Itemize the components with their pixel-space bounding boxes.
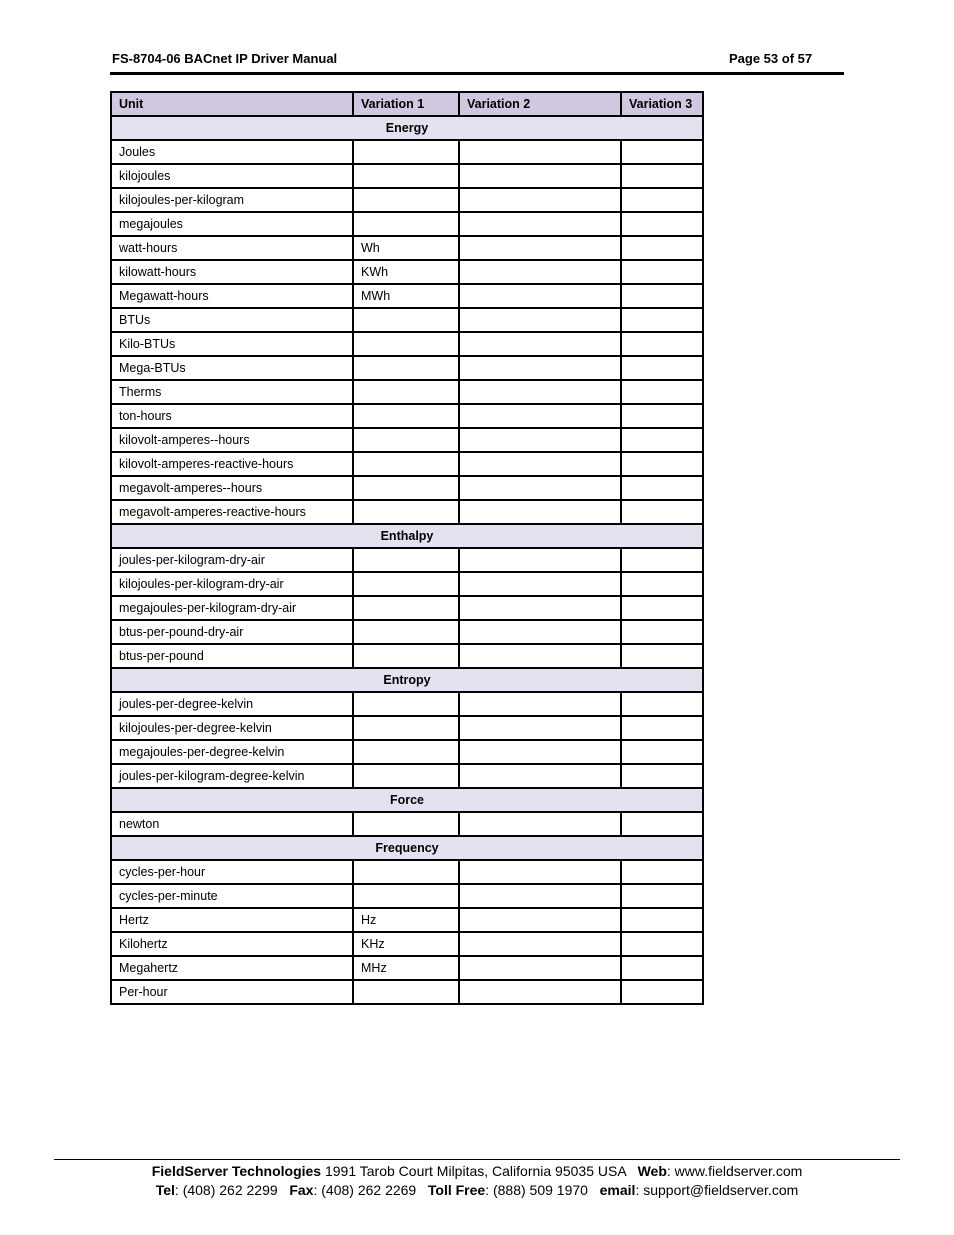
- section-heading: Energy: [111, 116, 703, 140]
- footer-tollfree-value: : (888) 509 1970: [485, 1182, 600, 1198]
- cell-unit: kilojoules-per-kilogram: [111, 188, 353, 212]
- cell-variation-1: [353, 428, 459, 452]
- table-row: [111, 812, 703, 836]
- cell-variation-2: [459, 236, 621, 260]
- footer-web-value: : www.fieldserver.com: [666, 1163, 803, 1179]
- cell-variation-3: [621, 764, 703, 788]
- table-row: [111, 380, 703, 404]
- table-row: [111, 860, 703, 884]
- table-body: [111, 116, 703, 1004]
- footer-company: FieldServer Technologies: [151, 1163, 322, 1179]
- cell-variation-1: [353, 620, 459, 644]
- column-header-unit: Unit: [111, 92, 353, 116]
- cell-variation-1: [353, 212, 459, 236]
- cell-variation-2: [459, 164, 621, 188]
- cell-unit: megajoules: [111, 212, 353, 236]
- cell-unit: kilojoules: [111, 164, 353, 188]
- cell-variation-2: [459, 716, 621, 740]
- cell-variation-3: [621, 812, 703, 836]
- cell-variation-2: [459, 644, 621, 668]
- table-row: [111, 500, 703, 524]
- cell-variation-3: [621, 548, 703, 572]
- cell-variation-2: [459, 956, 621, 980]
- cell-variation-3: [621, 596, 703, 620]
- cell-unit: kilovolt-amperes-reactive-hours: [111, 452, 353, 476]
- cell-variation-2: [459, 140, 621, 164]
- cell-variation-1: [353, 164, 459, 188]
- cell-variation-2: [459, 284, 621, 308]
- cell-variation-3: [621, 620, 703, 644]
- cell-unit: joules-per-kilogram-degree-kelvin: [111, 764, 353, 788]
- cell-variation-3: [621, 332, 703, 356]
- cell-variation-3: [621, 356, 703, 380]
- footer-fax-label: Fax: [289, 1182, 314, 1198]
- cell-unit: kilojoules-per-kilogram-dry-air: [111, 572, 353, 596]
- cell-variation-1: MHz: [353, 956, 459, 980]
- page-number: Page 53 of 57: [729, 51, 813, 66]
- table-row: [111, 620, 703, 644]
- cell-variation-2: [459, 428, 621, 452]
- cell-unit: Kilohertz: [111, 932, 353, 956]
- cell-unit: joules-per-degree-kelvin: [111, 692, 353, 716]
- cell-variation-1: [353, 644, 459, 668]
- cell-variation-1: [353, 140, 459, 164]
- table-row: [111, 740, 703, 764]
- cell-variation-3: [621, 692, 703, 716]
- cell-variation-3: [621, 932, 703, 956]
- cell-variation-2: [459, 812, 621, 836]
- cell-variation-3: [621, 212, 703, 236]
- table-row: [111, 980, 703, 1004]
- cell-variation-1: [353, 572, 459, 596]
- table-row: [111, 140, 703, 164]
- cell-variation-1: [353, 332, 459, 356]
- cell-variation-3: [621, 476, 703, 500]
- table-row: [111, 764, 703, 788]
- cell-unit: megavolt-amperes-reactive-hours: [111, 500, 353, 524]
- cell-variation-1: [353, 764, 459, 788]
- table-row: [111, 404, 703, 428]
- cell-variation-3: [621, 188, 703, 212]
- table-row: [111, 308, 703, 332]
- table-row: [111, 236, 703, 260]
- column-header-variation-2: Variation 2: [459, 92, 621, 116]
- cell-variation-1: KHz: [353, 932, 459, 956]
- cell-variation-1: [353, 812, 459, 836]
- cell-unit: Megawatt-hours: [111, 284, 353, 308]
- cell-variation-2: [459, 404, 621, 428]
- cell-unit: watt-hours: [111, 236, 353, 260]
- cell-variation-2: [459, 476, 621, 500]
- cell-variation-2: [459, 692, 621, 716]
- cell-variation-1: Hz: [353, 908, 459, 932]
- cell-variation-1: [353, 716, 459, 740]
- cell-variation-2: [459, 356, 621, 380]
- cell-variation-1: [353, 452, 459, 476]
- footer-web-label: Web: [637, 1163, 667, 1179]
- cell-variation-2: [459, 572, 621, 596]
- cell-variation-2: [459, 308, 621, 332]
- cell-unit: Hertz: [111, 908, 353, 932]
- cell-unit: ton-hours: [111, 404, 353, 428]
- table-row: [111, 212, 703, 236]
- cell-unit: megavolt-amperes--hours: [111, 476, 353, 500]
- cell-variation-2: [459, 884, 621, 908]
- column-header-variation-1: Variation 1: [353, 92, 459, 116]
- cell-variation-1: [353, 380, 459, 404]
- footer-address: 1991 Tarob Court Milpitas, California 95035 USA: [321, 1163, 638, 1179]
- table-row: [111, 956, 703, 980]
- footer-tollfree-label: Toll Free: [427, 1182, 486, 1198]
- cell-variation-1: [353, 740, 459, 764]
- cell-unit: btus-per-pound-dry-air: [111, 620, 353, 644]
- cell-variation-2: [459, 740, 621, 764]
- cell-unit: cycles-per-minute: [111, 884, 353, 908]
- cell-variation-3: [621, 140, 703, 164]
- cell-variation-1: [353, 860, 459, 884]
- cell-variation-2: [459, 596, 621, 620]
- cell-variation-3: [621, 236, 703, 260]
- footer-divider: [54, 1159, 900, 1160]
- cell-variation-3: [621, 380, 703, 404]
- cell-unit: megajoules-per-degree-kelvin: [111, 740, 353, 764]
- table-row: [111, 476, 703, 500]
- cell-variation-3: [621, 956, 703, 980]
- footer-fax-value: : (408) 262 2269: [313, 1182, 428, 1198]
- cell-variation-1: [353, 548, 459, 572]
- cell-unit: kilovolt-amperes--hours: [111, 428, 353, 452]
- cell-variation-2: [459, 332, 621, 356]
- cell-variation-2: [459, 260, 621, 284]
- cell-variation-1: [353, 308, 459, 332]
- cell-variation-3: [621, 428, 703, 452]
- footer-line-2: [0, 1182, 954, 1198]
- cell-unit: Megahertz: [111, 956, 353, 980]
- section-row: [111, 524, 703, 548]
- section-heading: Enthalpy: [111, 524, 703, 548]
- section-heading: Force: [111, 788, 703, 812]
- table-row: [111, 188, 703, 212]
- cell-unit: Mega-BTUs: [111, 356, 353, 380]
- cell-variation-2: [459, 860, 621, 884]
- table-row: [111, 644, 703, 668]
- cell-unit: Joules: [111, 140, 353, 164]
- column-header-variation-3: Variation 3: [621, 92, 703, 116]
- cell-variation-1: KWh: [353, 260, 459, 284]
- cell-variation-2: [459, 548, 621, 572]
- cell-variation-3: [621, 404, 703, 428]
- cell-variation-3: [621, 164, 703, 188]
- cell-variation-3: [621, 452, 703, 476]
- table-row: [111, 260, 703, 284]
- cell-variation-1: Wh: [353, 236, 459, 260]
- cell-variation-2: [459, 980, 621, 1004]
- cell-variation-2: [459, 764, 621, 788]
- table-row: [111, 356, 703, 380]
- cell-unit: btus-per-pound: [111, 644, 353, 668]
- cell-variation-3: [621, 572, 703, 596]
- cell-unit: kilowatt-hours: [111, 260, 353, 284]
- footer-tel-value: : (408) 262 2299: [174, 1182, 290, 1198]
- cell-variation-3: [621, 908, 703, 932]
- table-row: [111, 932, 703, 956]
- table-row: [111, 596, 703, 620]
- cell-variation-3: [621, 860, 703, 884]
- section-heading: Frequency: [111, 836, 703, 860]
- units-table: [110, 91, 704, 1005]
- cell-variation-3: [621, 644, 703, 668]
- cell-variation-2: [459, 380, 621, 404]
- table-row: [111, 164, 703, 188]
- section-row: [111, 116, 703, 140]
- cell-unit: Kilo-BTUs: [111, 332, 353, 356]
- cell-variation-1: [353, 596, 459, 620]
- section-row: [111, 788, 703, 812]
- table-row: [111, 548, 703, 572]
- cell-variation-1: [353, 980, 459, 1004]
- cell-variation-3: [621, 740, 703, 764]
- table-row: [111, 908, 703, 932]
- cell-variation-2: [459, 500, 621, 524]
- document-title: FS-8704-06 BACnet IP Driver Manual: [112, 51, 338, 66]
- table-row: [111, 284, 703, 308]
- cell-variation-2: [459, 188, 621, 212]
- cell-unit: newton: [111, 812, 353, 836]
- cell-variation-1: [353, 188, 459, 212]
- table-row: [111, 692, 703, 716]
- cell-variation-1: [353, 500, 459, 524]
- cell-variation-2: [459, 620, 621, 644]
- cell-unit: kilojoules-per-degree-kelvin: [111, 716, 353, 740]
- cell-variation-3: [621, 284, 703, 308]
- footer-tel-label: Tel: [155, 1182, 175, 1198]
- cell-variation-3: [621, 716, 703, 740]
- cell-unit: Per-hour: [111, 980, 353, 1004]
- table-row: [111, 572, 703, 596]
- cell-variation-1: [353, 884, 459, 908]
- cell-unit: BTUs: [111, 308, 353, 332]
- cell-variation-3: [621, 980, 703, 1004]
- cell-unit: megajoules-per-kilogram-dry-air: [111, 596, 353, 620]
- cell-unit: joules-per-kilogram-dry-air: [111, 548, 353, 572]
- footer-line-1: [0, 1163, 954, 1179]
- table-row: [111, 884, 703, 908]
- section-row: [111, 668, 703, 692]
- section-row: [111, 836, 703, 860]
- table-row: [111, 716, 703, 740]
- cell-variation-1: [353, 404, 459, 428]
- table-row: [111, 452, 703, 476]
- cell-variation-2: [459, 452, 621, 476]
- cell-variation-3: [621, 260, 703, 284]
- table-row: [111, 428, 703, 452]
- cell-variation-1: [353, 692, 459, 716]
- cell-variation-2: [459, 932, 621, 956]
- header-divider: [110, 72, 844, 75]
- cell-variation-3: [621, 884, 703, 908]
- footer-email-label: email: [599, 1182, 636, 1198]
- cell-variation-2: [459, 212, 621, 236]
- cell-variation-3: [621, 308, 703, 332]
- cell-variation-1: [353, 356, 459, 380]
- table-row: [111, 332, 703, 356]
- section-heading: Entropy: [111, 668, 703, 692]
- cell-variation-2: [459, 908, 621, 932]
- cell-variation-1: MWh: [353, 284, 459, 308]
- cell-variation-3: [621, 500, 703, 524]
- cell-unit: Therms: [111, 380, 353, 404]
- cell-unit: cycles-per-hour: [111, 860, 353, 884]
- footer-email-value: : support@fieldserver.com: [635, 1182, 799, 1198]
- table-header-row: [111, 92, 703, 116]
- cell-variation-1: [353, 476, 459, 500]
